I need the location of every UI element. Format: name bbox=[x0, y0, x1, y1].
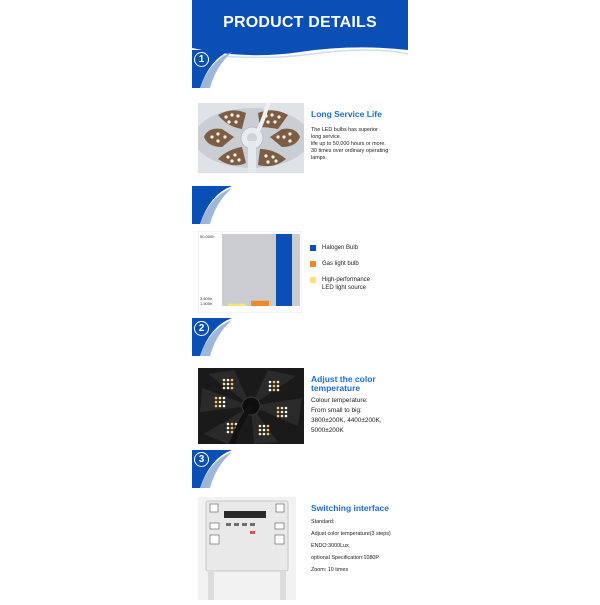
divider-swoosh bbox=[192, 186, 232, 224]
y-tick-label: 50,000h bbox=[200, 234, 215, 239]
section-2-title-line2: temperature bbox=[311, 383, 361, 393]
section-1-line: lamps. bbox=[311, 155, 327, 161]
legend-swatch-halogen bbox=[310, 245, 316, 251]
legend-swatch-led bbox=[310, 277, 316, 283]
section-3-line: optional Specification:1080P bbox=[311, 555, 380, 561]
product-details-strip bbox=[192, 0, 408, 600]
led-lamp-photo bbox=[198, 103, 304, 173]
header-banner bbox=[192, 0, 408, 56]
section-3-line: Zoom: 10 times bbox=[311, 567, 349, 573]
section-3-line: ENDO:3000Lux bbox=[311, 543, 349, 549]
header-title: PRODUCT DETAILS bbox=[223, 14, 377, 31]
section-2-line: 5000±200K bbox=[311, 427, 344, 434]
legend-item-led bbox=[310, 276, 406, 298]
section-1-line: life up to 50,000 hours or more. bbox=[311, 141, 386, 147]
section-3-description bbox=[311, 516, 391, 576]
section-2-description bbox=[311, 396, 382, 436]
legend-label-gas: Gas light bulb bbox=[322, 261, 359, 267]
service-life-bar-chart bbox=[198, 231, 302, 313]
section-2-title-line1: Adjust the color bbox=[311, 374, 376, 384]
section-2-number: 2 bbox=[194, 321, 209, 336]
section-3-line: Standard: bbox=[311, 519, 335, 525]
section-1-title: Long Service Life bbox=[311, 109, 382, 119]
y-tick-label: 3,600h bbox=[200, 296, 213, 301]
section-1-line: long service. bbox=[311, 134, 342, 140]
legend-item-gas bbox=[310, 260, 406, 276]
section-2-title bbox=[311, 375, 376, 393]
bar-2 bbox=[276, 234, 292, 306]
section-2-line: 3800±200K, 4400±200K, bbox=[311, 417, 382, 424]
legend-swatch-gas bbox=[310, 261, 316, 267]
legend-label-led bbox=[322, 276, 370, 292]
bar-1 bbox=[251, 301, 269, 306]
section-1-line: 30 times over ordinary operating bbox=[311, 148, 389, 154]
section-3-line: Adjust color temperature(3 steps) bbox=[311, 531, 391, 537]
chart-legend bbox=[310, 244, 406, 298]
legend-label-led-line1: High-performance bbox=[322, 277, 371, 283]
legend-item-halogen bbox=[310, 244, 406, 260]
color-temperature-photo bbox=[198, 368, 304, 444]
section-1-description bbox=[311, 127, 388, 162]
section-2-line: Colour temperature: bbox=[311, 397, 368, 404]
legend-label-led-line2: LED light source bbox=[322, 285, 367, 291]
section-3-number: 3 bbox=[194, 452, 209, 467]
legend-label-halogen: Halogen Bulb bbox=[322, 245, 359, 251]
section-2-line: From small to big: bbox=[311, 407, 362, 414]
section-1-number: 1 bbox=[194, 52, 209, 67]
switching-interface-photo bbox=[198, 497, 296, 600]
y-tick-label: 1,500h bbox=[200, 301, 213, 306]
section-3-title: Switching interface bbox=[311, 503, 389, 513]
section-1-line: The LED bulbs has superior bbox=[311, 127, 378, 133]
bar-0 bbox=[228, 304, 246, 306]
